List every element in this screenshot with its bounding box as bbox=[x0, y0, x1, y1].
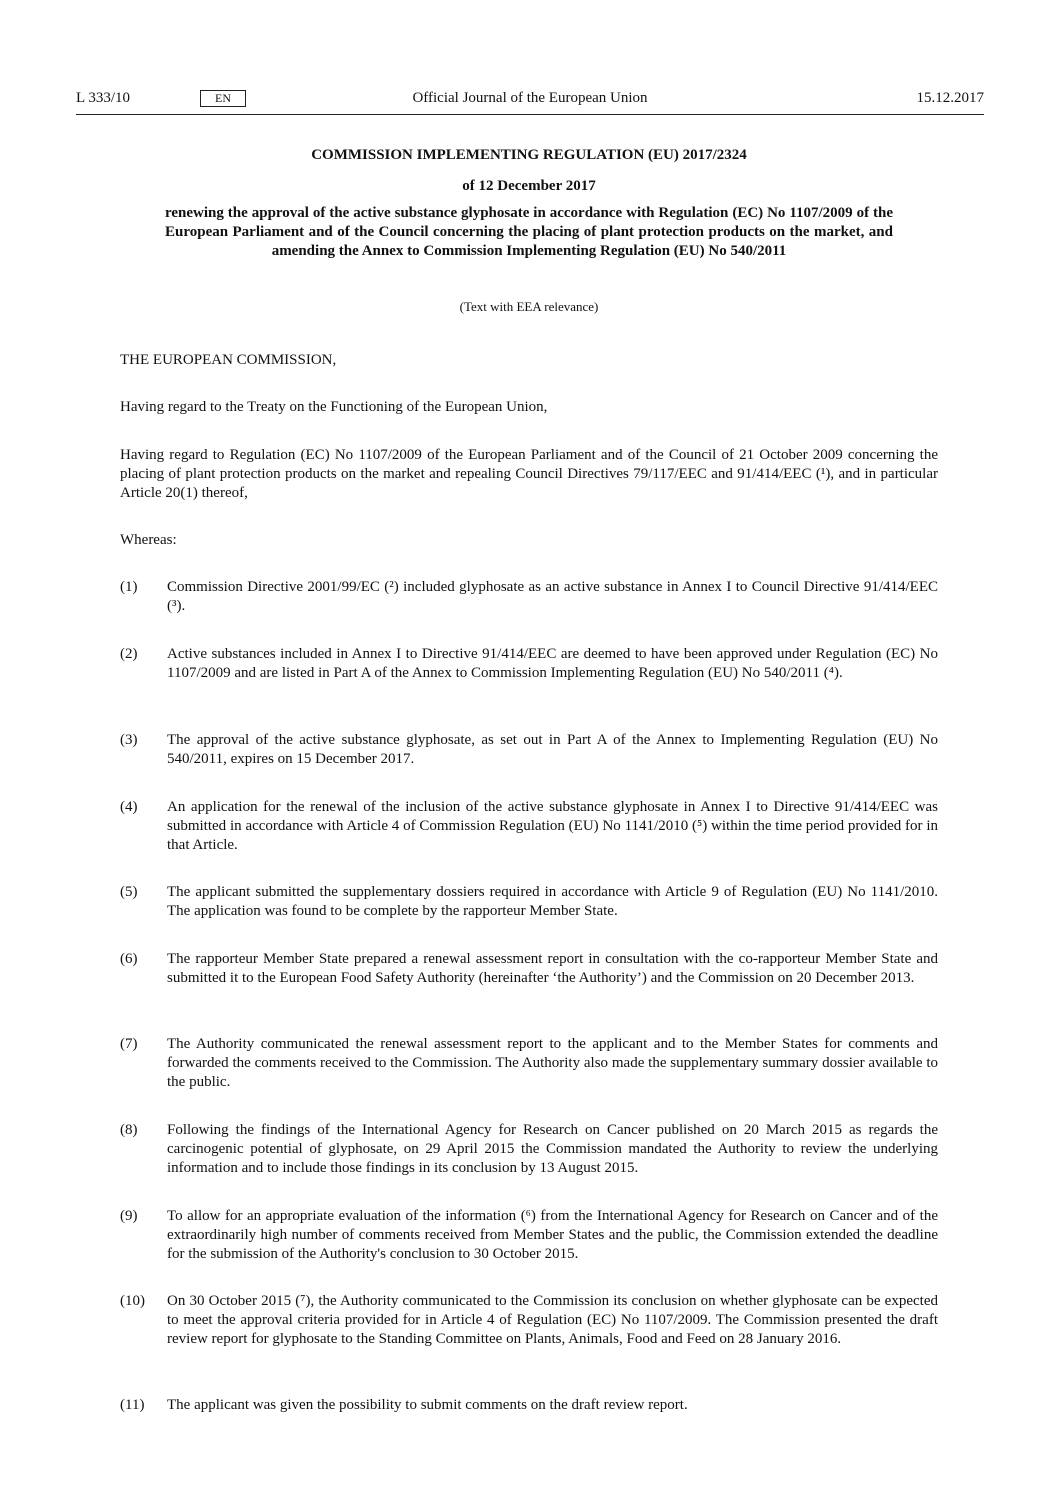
recital-number: (7) bbox=[120, 1036, 138, 1052]
recital-text: Commission Directive 2001/99/EC (²) included glyphosate as an active substance in Annex I to Council Directive 91/414/EEC (³). bbox=[167, 579, 938, 614]
recital-text: The approval of the active substance glyphosate, as set out in Part A of the Annex to Implementing Regulation (EU) No 540/2011, expires on 15 December 2017. bbox=[167, 732, 938, 767]
regulation-subtitle: renewing the approval of the active substance glyphosate in accordance with Regulation (EC) No 1107/2009 of the European Parliament and of the Council concerning the placing of plant protection products on the market, and amending the Annex to Commission Implementing Regulation (EU) No 540/2011 bbox=[165, 205, 893, 259]
recital-number: (9) bbox=[120, 1208, 138, 1224]
preamble-commission: THE EUROPEAN COMMISSION, bbox=[120, 352, 337, 368]
recital-number: (1) bbox=[120, 579, 138, 595]
recital-number: (4) bbox=[120, 799, 138, 815]
recital-text: Active substances included in Annex I to Directive 91/414/EEC are deemed to have been approved under Regulation (EC) No 1107/2009 and are listed in Part A of the Annex to Commission Implementing Regulation (EU) No 540/2011 (⁴). bbox=[167, 646, 938, 681]
recital-number: (2) bbox=[120, 646, 138, 662]
recital-number: (11) bbox=[120, 1397, 145, 1413]
page-reference: L 333/10 bbox=[76, 90, 131, 106]
preamble-regard-treaty: Having regard to the Treaty on the Functioning of the European Union, bbox=[120, 399, 548, 415]
recital-number: (3) bbox=[120, 732, 138, 748]
recital-text: An application for the renewal of the inclusion of the active substance glyphosate in Annex I to Directive 91/414/EEC was submitted in accordance with Article 4 of Commission Regulation (EU) No 1141/2010 (⁵) within the time period provided for in that Article. bbox=[167, 799, 938, 853]
recital-text: On 30 October 2015 (⁷), the Authority communicated to the Commission its conclusion on whether glyphosate can be expected to meet the approval criteria provided for in Article 4 of Regulation (EC) No 1107/2009. The Commission presented the draft review report for glyphosate to the Standing Committee on Plants, Animals, Food and Feed on 28 January 2016. bbox=[167, 1293, 938, 1347]
recital-number: (8) bbox=[120, 1122, 138, 1138]
recital-number: (6) bbox=[120, 951, 138, 967]
regulation-title: COMMISSION IMPLEMENTING REGULATION (EU) 2017/2324 bbox=[311, 147, 747, 163]
eea-relevance: (Text with EEA relevance) bbox=[459, 299, 599, 314]
journal-title: Official Journal of the European Union bbox=[412, 90, 648, 106]
recital-text: The rapporteur Member State prepared a renewal assessment report in consultation with the co-rapporteur Member State and submitted it to the European Food Safety Authority (hereinafter ‘the Authority’) and the Commission on 20 December 2013. bbox=[167, 951, 938, 986]
recital-text: Following the findings of the International Agency for Research on Cancer published on 20 March 2015 as regards the carcinogenic potential of glyphosate, on 29 April 2015 the Commission mandated the Authority to review the underlying information and to include those findings in its conclusion by 13 August 2015. bbox=[167, 1122, 938, 1176]
recital-number: (10) bbox=[120, 1293, 145, 1309]
regulation-date: of 12 December 2017 bbox=[462, 178, 596, 194]
recital-text: The applicant was given the possibility to submit comments on the draft review report. bbox=[167, 1397, 688, 1413]
preamble-regard-regulation: Having regard to Regulation (EC) No 1107/2009 of the European Parliament and of the Council of 21 October 2009 concerning the placing of plant protection products on the market and repealing Council Directives 79/117/EEC and 91/414/EEC (¹), and in particular Article 20(1) thereof, bbox=[120, 447, 938, 501]
preamble-whereas: Whereas: bbox=[120, 532, 177, 548]
recital-number: (5) bbox=[120, 884, 138, 900]
language-badge: EN bbox=[200, 90, 246, 107]
recital-text: The Authority communicated the renewal assessment report to the applicant and to the Member States for comments and forwarded the comments received to the Commission. The Authority also made the supplementary summary dossier available to the public. bbox=[167, 1036, 938, 1090]
recital-text: To allow for an appropriate evaluation of the information (⁶) from the International Agency for Research on Cancer and of the extraordinarily high number of comments received from Member States and the public, the Commission extended the deadline for the submission of the Authority's conclusion to 30 October 2015. bbox=[167, 1208, 938, 1262]
publication-date: 15.12.2017 bbox=[916, 90, 984, 106]
journal-header bbox=[76, 88, 984, 115]
recital-text: The applicant submitted the supplementary dossiers required in accordance with Article 9 of Regulation (EU) No 1141/2010. The application was found to be complete by the rapporteur Member State. bbox=[167, 884, 938, 919]
